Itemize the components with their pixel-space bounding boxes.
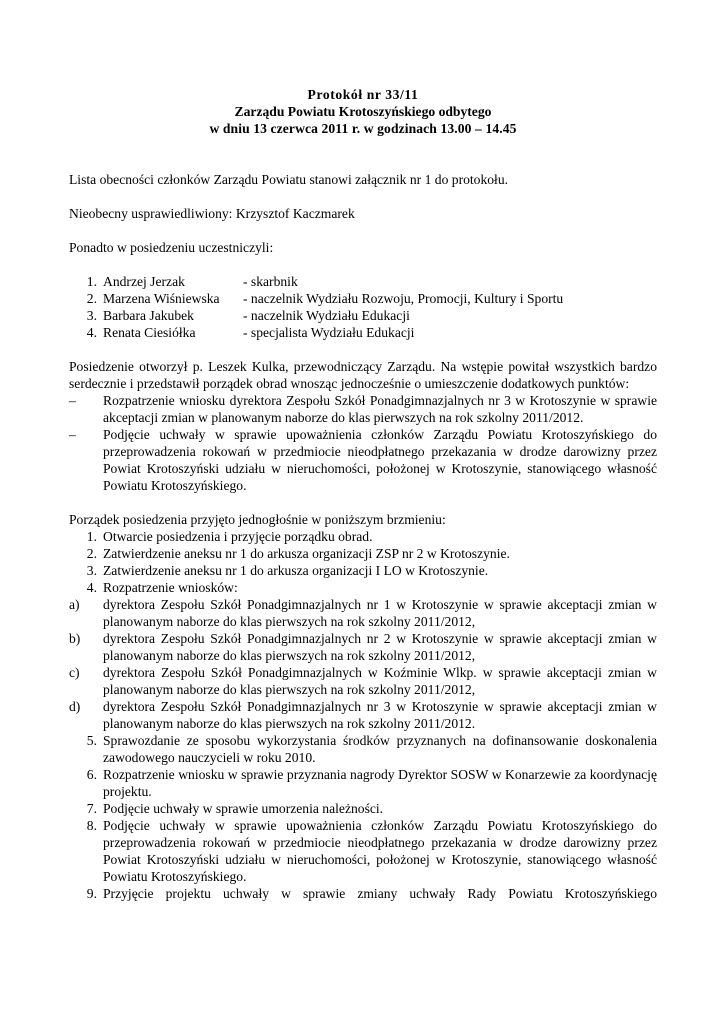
agenda-item-text: Podjęcie uchwały w sprawie upoważnienia członków Zarządu Powiatu Krotoszyńskiego do przeprowadzenia rokowań w przedmiocie nieodpłatnego przekazania w drodze darowizny przez Powiat Krotoszyński udziału w nieruchomości, położonej w Krotoszynie, stanowiącego własność Powiatu Krotoszyńskiego. [103,818,657,884]
agenda-item-number: 5. [86,733,97,748]
participant-number: 2. [86,291,97,306]
agenda-subitem-letter: a) [69,597,80,612]
additional-point [69,426,657,494]
agenda-subitem-text: dyrektora Zespołu Szkół Ponadgimnazjalnych nr 2 w Krotoszynie w sprawie akceptacji zmian w planowanym naborze do klas pierwszych na rok szkolny 2011/2012, [103,631,657,663]
agenda-item-text: Przyjęcie projektu uchwały w sprawie zmiany uchwały Rady Powiatu Krotoszyńskiego [103,886,657,901]
agenda-item-number: 6. [86,767,97,782]
title-line-2: Zarządu Powiatu Krotoszyńskiego odbytego [234,104,492,119]
participant-role: - naczelnik Wydziału Edukacji [243,308,410,323]
participant-name: Renata Ciesiółka [103,325,196,340]
agenda-item [69,800,657,817]
agenda-subitem [69,630,657,664]
participant-name: Marzena Wiśniewska [103,291,220,306]
dash-bullet: – [69,393,76,408]
agenda-item [69,562,657,579]
title-line-1: Protokół nr 33/11 [307,87,419,102]
participant-number: 4. [86,325,97,340]
agenda-item-text: Otwarcie posiedzenia i przyjęcie porządku obrad. [103,529,373,544]
agenda-item [69,817,657,885]
agenda-item-number: 2. [86,546,97,561]
participant-row [69,307,657,324]
agenda-item-number: 3. [86,563,97,578]
additional-point-text: Podjęcie uchwały w sprawie upoważnienia członków Zarządu Powiatu Krotoszyńskiego do przeprowadzenia rokowań w przedmiocie nieodpłatnego przekazania w drodze darowizny przez Powiat Krotoszyński udziału w nieruchomości, położonej w Krotoszynie, stanowiącego własność Powiatu Krotoszyńskiego. [103,427,657,493]
agenda-subitem [69,596,657,630]
participants-intro: Ponadto w posiedzeniu uczestniczyli: [69,240,274,255]
participant-number: 1. [86,274,97,289]
agenda-item-number: 1. [86,529,97,544]
agenda-subitem-letter: b) [69,631,81,646]
agenda-item-text: Rozpatrzenie wniosku w sprawie przyznania nagrody Dyrektor SOSW w Konarzewie za koordynację projektu. [103,767,657,799]
opening-paragraph: Posiedzenie otworzył p. Leszek Kulka, przewodniczący Zarządu. Na wstępie powitał wszystkich bardzo serdecznie i przedstawił porządek obrad wnosząc jednocześnie o umieszczenie dodatkowych punktów: [69,359,657,391]
agenda-subitem-text: dyrektora Zespołu Szkół Ponadgimnazjalnych w Koźminie Wlkp. w sprawie akceptacji zmian w planowanym naborze do klas pierwszych na rok szkolny 2011/2012, [103,665,657,697]
participant-role: - naczelnik Wydziału Rozwoju, Promocji, Kultury i Sportu [243,291,564,306]
agenda-subitem-letter: c) [69,665,80,680]
agenda-list [69,528,657,902]
agenda-subitem-text: dyrektora Zespołu Szkół Ponadgimnazjalnych nr 3 w Krotoszynie w sprawie akceptacji zmian w planowanym naborze do klas pierwszych na rok szkolny 2011/2012. [103,699,657,731]
absent-note: Nieobecny usprawiedliwiony: Krzysztof Kaczmarek [69,206,355,221]
title-line-3: w dniu 13 czerwca 2011 r. w godzinach 13.00 – 14.45 [209,121,517,136]
agenda-item-text: Rozpatrzenie wniosków: [103,580,238,595]
participant-role: - specjalista Wydziału Edukacji [243,325,415,340]
additional-points-list [69,392,657,494]
agenda-item-text: Sprawozdanie ze sposobu wykorzystania środków przyznanych na dofinansowanie doskonalenia zawodowego nauczycieli w roku 2010. [103,733,657,765]
agenda-item-text: Podjęcie uchwały w sprawie umorzenia należności. [103,801,384,816]
agenda-item [69,732,657,766]
agenda-item [69,885,657,902]
agenda-item-number: 9. [86,886,97,901]
participant-role: - skarbnik [243,274,298,289]
agenda-subitem [69,664,657,698]
participants-list [69,273,657,341]
participant-name: Barbara Jakubek [103,308,194,323]
document-title [69,86,657,137]
agenda-subitem [69,698,657,732]
agenda-item [69,766,657,800]
attendance-note: Lista obecności członków Zarządu Powiatu stanowi załącznik nr 1 do protokołu. [69,172,509,187]
participant-name: Andrzej Jerzak [103,274,185,289]
agenda-item-number: 8. [86,818,97,833]
document-page [69,86,657,902]
agenda-item [69,545,657,562]
participant-row [69,273,657,290]
agenda-item-number: 4. [86,580,97,595]
agenda-intro: Porządek posiedzenia przyjęto jednogłośnie w poniższym brzmieniu: [69,512,446,527]
agenda-item-text: Zatwierdzenie aneksu nr 1 do arkusza organizacji ZSP nr 2 w Krotoszynie. [103,546,510,561]
dash-bullet: – [69,427,76,442]
participant-row [69,324,657,341]
additional-point [69,392,657,426]
agenda-item [69,528,657,545]
agenda-item [69,579,657,596]
agenda-item-text: Zatwierdzenie aneksu nr 1 do arkusza organizacji I LO w Krotoszynie. [103,563,489,578]
agenda-subitem-letter: d) [69,699,81,714]
agenda-item-number: 7. [86,801,97,816]
agenda-subitem-text: dyrektora Zespołu Szkół Ponadgimnazjalnych nr 1 w Krotoszynie w sprawie akceptacji zmian w planowanym naborze do klas pierwszych na rok szkolny 2011/2012, [103,597,657,629]
additional-point-text: Rozpatrzenie wniosku dyrektora Zespołu Szkół Ponadgimnazjalnych nr 3 w Krotoszynie w sprawie akceptacji zmian w planowanym naborze do klas pierwszych na rok szkolny 2011/2012. [103,393,657,425]
participant-number: 3. [86,308,97,323]
participant-row [69,290,657,307]
